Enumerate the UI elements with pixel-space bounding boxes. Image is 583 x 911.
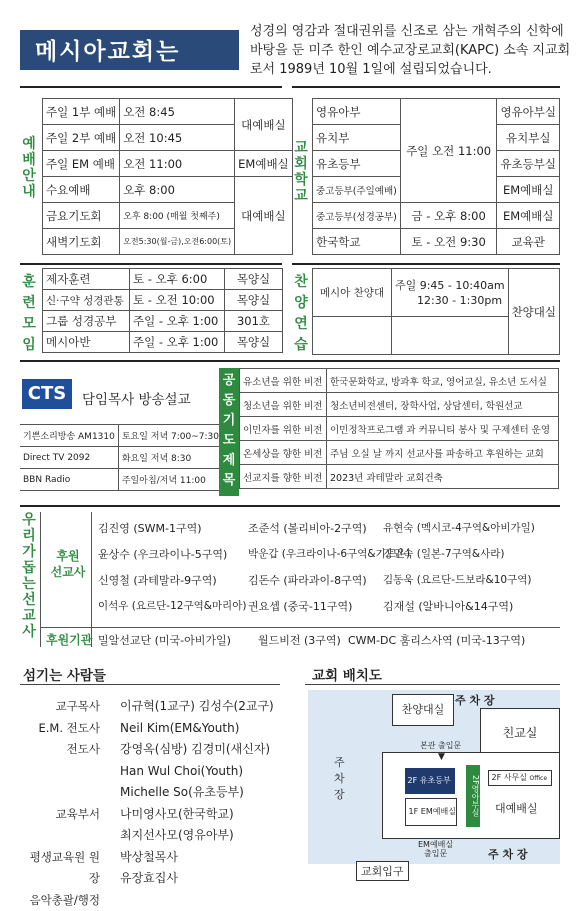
- prayer-desc: 2023년 과테말라 교회건축: [327, 465, 559, 489]
- broadcast-station: 기쁜소리방송 AM1310: [20, 425, 118, 447]
- parking-side: 주 차 장: [334, 756, 345, 801]
- fellowship-hall: 친교실: [480, 708, 560, 758]
- school-name: 한국학교: [313, 229, 401, 255]
- school-place: 영유아부실: [497, 99, 560, 125]
- divider: [292, 263, 560, 265]
- training-place: 301호: [225, 311, 283, 332]
- worship-time: 오전5:30(월-금),오전6:00(토): [120, 229, 235, 255]
- missionary: 김돈수 (파라과이-8구역): [248, 574, 367, 587]
- training-name: 제자훈련: [43, 269, 130, 290]
- missionary-list: [98, 520, 563, 624]
- training-place: 목양실: [225, 269, 283, 290]
- em-entrance: EM예배실 출입문: [418, 840, 454, 858]
- broadcast-station: Direct TV 2092: [20, 447, 118, 469]
- room-2f-elementary: 2F 유초등부: [405, 768, 455, 794]
- school-place: 유치부실: [497, 125, 560, 151]
- training-place: 목양실: [225, 290, 283, 311]
- broadcast-time: 화요일 저녁 8:30: [118, 447, 222, 469]
- school-name: 유치부: [313, 125, 401, 151]
- school-name: 중고등부(성경공부): [313, 203, 401, 229]
- map-divider: [305, 684, 560, 685]
- broadcast-time: 주일아침/저녁 11:00: [118, 469, 222, 491]
- missionary: 김재설 (알바니아&14구역): [383, 600, 514, 613]
- school-place: 교육관: [497, 229, 560, 255]
- support-label: 후원 선교사: [50, 549, 86, 579]
- school-time: 토 - 오전 9:30: [400, 229, 497, 255]
- prayer-desc: 이민정착프로그램 과 커뮤니티 봉사 및 구제센터 운영: [327, 417, 559, 441]
- worship-place: 대예배실: [235, 177, 293, 255]
- worship-name: 새벽기도회: [43, 229, 120, 255]
- missionary: 이석우 (요르단-12구역&마리아): [98, 600, 247, 612]
- worship-name: 주일 EM 예배: [43, 151, 120, 177]
- missionary: 유현숙 (멕시코-4구역&아비가일): [383, 522, 535, 534]
- cts-logo: CTS: [22, 379, 72, 409]
- missionary: 신영철 (과테말라-9구역): [98, 574, 217, 587]
- worship-table: [42, 98, 293, 255]
- training-name: 그룹 성경공부: [43, 311, 130, 332]
- church-entrance: 교회입구: [356, 861, 409, 881]
- choir-label: 찬 양 연 습: [294, 274, 308, 353]
- prayer-desc: 청소년비전센터, 장학사업, 상담센터, 학원선교: [327, 393, 559, 417]
- room-2f-infant: 2F영아부실: [466, 765, 480, 827]
- worship-time: 오전 10:45: [120, 125, 235, 151]
- missionary: 강민숙 (일본-7구역&사라): [383, 548, 505, 560]
- worship-place: EM예배실: [235, 151, 293, 177]
- training-label: 훈 련 모 임: [22, 274, 36, 353]
- school-name: 중고등부(주일예배): [313, 177, 401, 203]
- missionary: 윤상수 (우크라이나-5구역): [98, 548, 228, 561]
- school-time: 금 - 오후 8:00: [400, 203, 497, 229]
- room-2f-office: 2F 사무실 Office: [488, 770, 552, 786]
- school-table: [312, 98, 560, 255]
- missionary-label: 우 리 가 돕 는 선 교 사: [22, 512, 36, 640]
- staff-names: 이규혁(1교구) 김성수(2교구) Neil Kim(EM&Youth) 강영옥(심방) 김경미(새신자) Han Wul Choi(Youth) Michelle So(유초등부) 나미영사모(한국학교) 최지선사모(영유아부) 박상철목사 유장효집사: [120, 699, 274, 885]
- training-time: 토 - 오전 10:00: [130, 290, 225, 311]
- prayer-topic: 온세상을 향한 비전: [240, 441, 327, 465]
- training-time: 토 - 오후 6:00: [130, 269, 225, 290]
- prayer-desc: 주님 오실 날 까지 선교사를 파송하고 후원하는 교회: [327, 441, 559, 465]
- worship-name: 주일 1부 예배: [43, 99, 120, 125]
- worship-place: 대예배실: [235, 99, 293, 151]
- choir-place: 찬양대실: [508, 269, 559, 355]
- missionary-border: [91, 512, 92, 647]
- divider: [20, 86, 282, 88]
- org: 밀알선교단 (미국-아비가일): [98, 634, 231, 647]
- school-name: 유초등부: [313, 151, 401, 177]
- choir-time: 주일 9:45 - 10:40am 12:30 - 1:30pm: [391, 269, 508, 317]
- training-time: 주일 - 오후 1:00: [130, 332, 225, 353]
- staff-roles: 교구목사 E.M. 전도사 전도사 교육부서 평생교육원 원장 음악총괄/행정: [29, 699, 100, 907]
- prayer-label: 공 동 기 도 제 목: [222, 373, 236, 488]
- main-entrance-label: 본관 출입문: [420, 741, 462, 750]
- worship-time: 오후 8:00: [120, 177, 235, 203]
- worship-name: 주일 2부 예배: [43, 125, 120, 151]
- training-name: 신·구약 성경관통: [43, 290, 130, 311]
- choir-table: [312, 268, 560, 355]
- worship-name: 금요기도회: [43, 203, 120, 229]
- entrance-arrow: ▼: [438, 752, 445, 762]
- prayer-topic: 청소년을 위한 비전: [240, 393, 327, 417]
- school-place: EM예배실: [497, 203, 560, 229]
- intro-text: 성경의 영감과 절대권위를 신조로 삼는 개혁주의 신학에 바탕을 둔 미주 한인 예수교장로교회(KAPC) 소속 지교회 로서 1989년 10월 1일에 설립되었습니다.: [250, 24, 571, 77]
- broadcast-table: [20, 424, 223, 491]
- missionary: 김동욱 (요르단-드보라&10구역): [383, 574, 532, 586]
- choir-room: 찬양대실: [392, 694, 454, 726]
- staff-divider: [20, 684, 280, 685]
- choir-name: 메시아 찬양대: [313, 269, 392, 317]
- worship-name: 수요예배: [43, 177, 120, 203]
- missionary-border: [40, 627, 560, 628]
- divider: [292, 86, 560, 88]
- school-place: EM예배실: [497, 177, 560, 203]
- worship-time: 오전 11:00: [120, 151, 235, 177]
- school-label: 교 회 학 교: [294, 140, 308, 204]
- school-place: 유초등부실: [497, 151, 560, 177]
- broadcast-title: 담임목사 방송설교: [82, 392, 191, 408]
- parking-top: 주 차 장: [455, 694, 495, 707]
- broadcast-station: BBN Radio: [20, 469, 118, 491]
- missionary: 조준석 (볼리비아-2구역): [248, 522, 367, 535]
- divider: [20, 263, 282, 265]
- org: 월드비전 (3구역): [258, 634, 341, 647]
- school-name: 영유아부: [313, 99, 401, 125]
- room-1f-em: 1F EM예배실: [405, 798, 457, 826]
- training-table: [42, 268, 283, 353]
- parking-bottom: 주 차 장: [488, 848, 528, 861]
- missionary: 권요셉 (중국-11구역): [248, 600, 353, 613]
- training-place: 목양실: [225, 332, 283, 353]
- divider: [20, 360, 560, 362]
- worship-time: 오후 8:00 (매월 첫째주): [120, 203, 235, 229]
- staff-title: 섬기는 사람들: [23, 668, 106, 684]
- training-time: 주일 - 오후 1:00: [130, 311, 225, 332]
- divider: [20, 505, 560, 507]
- sanctuary: 대예배실: [495, 802, 538, 815]
- worship-label: 예 배 안 내: [22, 136, 36, 200]
- worship-time: 오전 8:45: [120, 99, 235, 125]
- org-label: 후원기관: [46, 633, 93, 647]
- missionary: 박운갑 (우크라이나-6구역&기드온): [248, 548, 411, 560]
- school-time: 주일 오전 11:00: [400, 99, 497, 203]
- prayer-table: [239, 368, 559, 489]
- prayer-desc: 한국문화학교, 방과후 학교, 영어교실, 유소년 도서실: [327, 369, 559, 393]
- broadcast-time: 토요일 저녁 7:00~7:30: [118, 425, 222, 447]
- prayer-topic: 선교지를 향한 비전: [240, 465, 327, 489]
- training-name: 메시아반: [43, 332, 130, 353]
- map-title: 교회 배치도: [312, 668, 382, 684]
- org: CWM-DC 훔리스사역 (미국-13구역): [348, 634, 526, 647]
- church-name: 메시아교회는: [35, 39, 181, 65]
- prayer-topic: 유소년을 위한 비전: [240, 369, 327, 393]
- missionary: 김진영 (SWM-1구역): [98, 522, 202, 535]
- prayer-topic: 이민자를 위한 비전: [240, 417, 327, 441]
